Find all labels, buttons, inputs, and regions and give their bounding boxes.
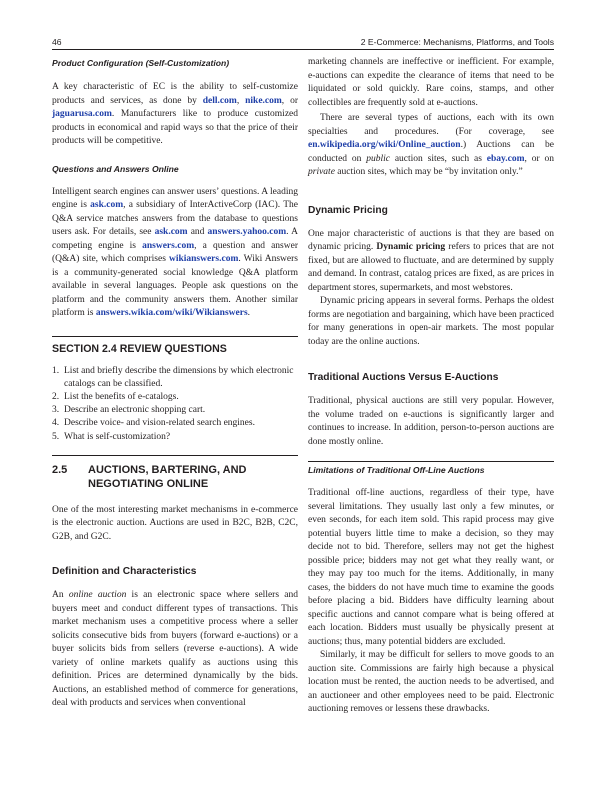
dynamic-pricing-paragraph: One major characteristic of auctions is that they are based on dynamic pricing. Dynamic pricing refers to prices that are not fixed, but are allowed to fluctuate, and are determined by supply and demand. In contrast, catalog prices are fixed, as are prices in department stores, supermarkets, and most webstores. [308, 228, 554, 293]
product-configuration-paragraph: A key characteristic of EC is the ability to self-customize products and services, as done by dell.com, nike.com, or jaguarusa.com. Manufacturers like to produce customized products in economical and rapid ways so that the price of their products will be competitive. [52, 82, 298, 146]
seller-difficulty-paragraph: Similarly, it may be difficult for sellers to move goods to an auction site. Commissions are fairly high because a physical location must be rented, the auction needs to be advertised, and an auctioneer and other employees need to be paid. Electronic auctioning removes or lessens these drawbacks. [308, 650, 554, 714]
dynamic-pricing-forms-paragraph: Dynamic pricing appears in several forms. Perhaps the oldest forms are negotiation and bargaining, which have been practiced for many generations in open-air markets. The most popular today are the online auctions. [308, 296, 554, 347]
auction-continuation-paragraph: marketing channels are ineffective or inefficient. For example, e-auctions can expedite the clearance of items that need to be liquidated or sold quickly. Rare coins, stamps, and other collectibles are frequently sold at e-auctions. [308, 57, 554, 108]
review-question-number: 2. [52, 391, 60, 402]
limitations-rule [308, 461, 554, 462]
traditional-vs-e-auctions-heading: Traditional Auctions Versus E-Auctions [308, 372, 499, 383]
section-title: AUCTIONS, BARTERING, AND NEGOTIATING ONLINE [88, 463, 247, 490]
review-question [52, 404, 298, 417]
traditional-auctions-paragraph: Traditional, physical auctions are still very popular. However, the volume traded on e-auctions is significantly larger and continues to increase. In addition, person-to-person auctions are done mostly online. [308, 396, 554, 447]
auction-types-paragraph: There are several types of auctions, each with its own specialties and procedures. (For coverage, see en.wikipedia.org/wiki/Online_auction.) Auctions can be conducted on public auction sites, such as ebay.com, or on private auction sites, which may be “by invitation only.” [308, 113, 554, 177]
link-answers-wikia[interactable]: answers.wikia.com/wiki/Wikianswers [95, 308, 248, 318]
link-wikianswers[interactable]: wikianswers.com [168, 254, 239, 264]
section-2-5-heading [52, 455, 298, 491]
link-jaguarusa[interactable]: jaguarusa.com [52, 109, 112, 119]
page-header [52, 37, 554, 51]
review-rule [52, 336, 298, 337]
review-question [52, 417, 298, 430]
review-question-text: Describe voice- and vision-related search engines. [64, 418, 255, 429]
review-question [52, 391, 298, 404]
link-ask-details[interactable]: ask.com [154, 227, 188, 237]
link-answers[interactable]: answers.com [142, 240, 195, 251]
limitations-heading: Limitations of Traditional Off-Line Auctions [308, 465, 485, 475]
link-ask[interactable]: ask.com [90, 200, 124, 210]
review-question-text: List the benefits of e-catalogs. [64, 391, 179, 402]
header-rule [52, 49, 554, 50]
definition-heading: Definition and Characteristics [52, 566, 197, 578]
review-question-list [52, 365, 298, 444]
online-auction-term: online auction [68, 590, 127, 601]
dynamic-pricing-heading: Dynamic Pricing [308, 204, 388, 216]
link-nike[interactable]: nike.com [245, 95, 282, 106]
right-column [308, 56, 554, 717]
link-answers-yahoo[interactable]: answers.yahoo.com [207, 227, 287, 237]
product-configuration-heading: Product Configuration (Self-Customization) [52, 58, 230, 68]
qa-online-paragraph: Intelligent search engines can answer users’ questions. A leading engine is ask.com, a subsidiary of InterActiveCorp (IAC). The Q&A service matches answers from the database to questions users ask. For details, see ask.com and answers.yahoo.com. A competing engine is answers.com, a question and answer (Q&A) site, which comprises wikianswers.com. Wiki Answers is a community-generated social knowledge Q&A platform available in several languages. People ask questions on the platform and the community answers them. Another similar platform is answers.wikia.com/wiki/Wikianswers. [52, 186, 298, 318]
link-wikipedia-online-auction[interactable]: en.wikipedia.org/wiki/Online_auction [308, 140, 461, 150]
definition-paragraph: An online auction is an electronic space where sellers and buyers meet and conduct different types of transactions. This market mechanism uses a competitive process where a seller solicits consecutive bids from buyers (forward e-auctions) or a buyer solicits bids from sellers (reverse e-auctions). A wide variety of online markets qualify as auctions using this definition. Prices are determined dynamically by the bids. Auctions, an established method of commerce for generations, deal with products and services when conventional [52, 590, 298, 709]
dynamic-pricing-term: Dynamic pricing [376, 242, 446, 252]
section-number: 2.5 [52, 463, 68, 476]
review-question-text: What is self-customization? [64, 431, 171, 442]
review-question-number: 3. [52, 405, 60, 416]
review-question-number: 4. [52, 418, 60, 429]
link-dell[interactable]: dell.com [202, 95, 237, 106]
limitations-paragraph: Traditional off-line auctions, regardless of their type, have several limitations. They usually last only a few minutes, or even seconds, for each item sold. This rapid process may give potential buyers little time to make a decision, so they may decide not to bid. Therefore, sellers may not get the highest possible price; bidders may not get what they really want, or they may pay too much for the items. Additionally, in many cases, the bidders do not have much time to examine the goods before placing a bid. Bidders have difficulty learning about specific auctions and cannot compare what is being offered at each location. Bidders must usually be physically present at auctions; thus, many potential bidders are excluded. [308, 488, 554, 647]
review-question-number: 5. [52, 431, 60, 442]
page-number: 46 [52, 37, 62, 47]
review-heading: SECTION 2.4 REVIEW QUESTIONS [52, 342, 227, 355]
review-question-number: 1. [52, 365, 60, 376]
review-question-text: Describe an electronic shopping cart. [64, 405, 206, 416]
review-question [52, 365, 298, 391]
review-question-text: List and briefly describe the dimensions by which electronic catalogs can be classified. [64, 365, 294, 389]
link-ebay[interactable]: ebay.com [486, 153, 525, 164]
review-question [52, 431, 298, 444]
running-title: 2 E-Commerce: Mechanisms, Platforms, and Tools [360, 37, 554, 47]
left-column [52, 56, 298, 711]
section-2-5-intro: One of the most interesting market mechanisms in e-commerce is the electronic auction. Auctions are used in B2C, B2B, C2C, G2B, and G2C. [52, 504, 298, 542]
qa-online-heading: Questions and Answers Online [52, 163, 179, 174]
